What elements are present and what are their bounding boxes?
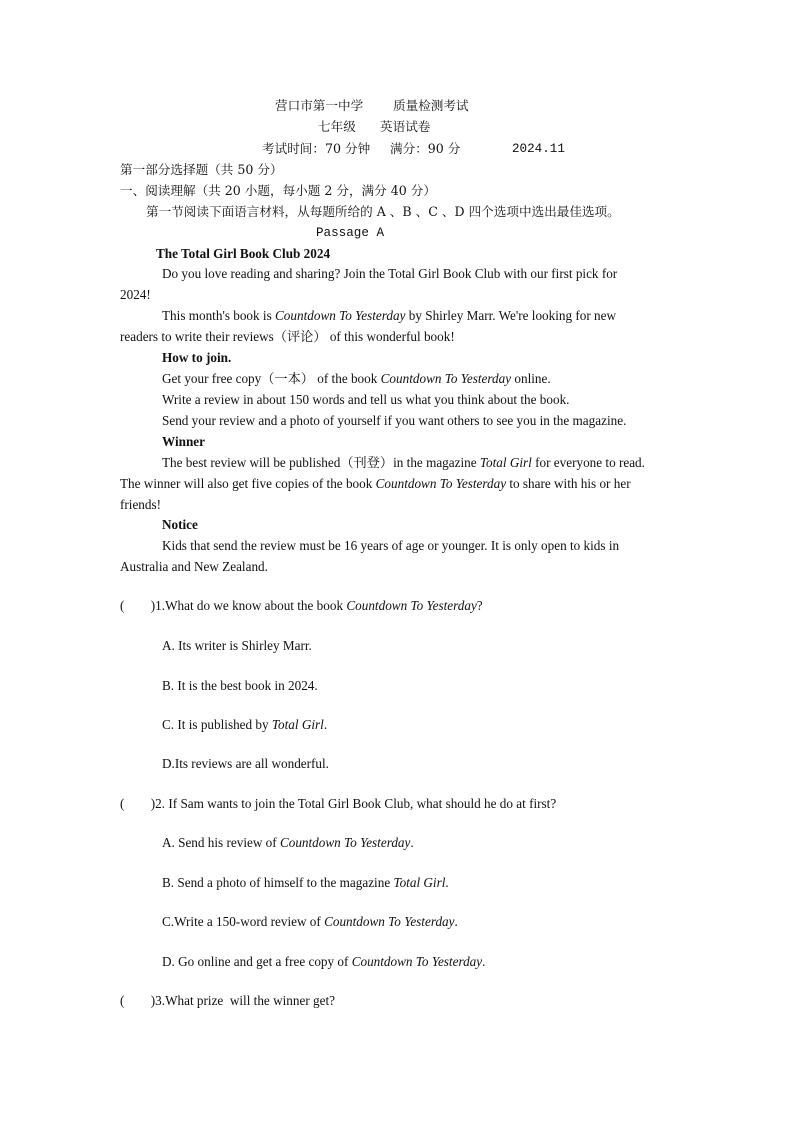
q1-option-a [162,638,312,654]
option-text: C.Write a 150-word review of [162,914,325,929]
text-run: . [454,914,458,929]
text-run: . [323,717,328,732]
how-to-join-heading: How to join. [162,350,232,365]
question-stem: 2. If Sam wants to join the Total Girl Book Club, what should he do at first? [155,796,557,811]
book-title: Countdown To Yesterday [346,598,477,613]
option-text: D.Its reviews are all wonderful. [162,756,329,771]
text-run: by Shirley Marr. We're looking for new [405,308,617,323]
option-text: B. Send a photo of himself to the magazine [162,875,394,890]
magazine-title: Total Girl [479,455,532,470]
grade-label: 七年级 [318,119,356,134]
option-text: A. Send his review of [162,835,280,850]
text-run: The best review will be published（刊登）in the magazine [162,455,480,470]
notice-line-1: Kids that send the review must be 16 years of age or younger. It is only open to kids in [162,538,620,553]
option-text: B. It is the best book in 2024. [162,678,318,693]
option-text: C. It is published by [162,717,272,732]
question-3 [120,993,335,1009]
q1-option-d [162,756,329,772]
text-run: online. [511,371,551,386]
text-run: for everyone to read. [531,455,645,470]
school-name: 营口市第一中学 [275,98,364,113]
answer-blank[interactable]: ( ) [120,993,156,1008]
how-to-join-step-3: Send your review and a photo of yourself if you want others to see you in the magazine. [162,413,627,428]
book-title: Countdown To Yesterday [351,954,483,969]
exam-date: 2024.11 [512,142,565,156]
part1-heading: 第一部分选择题（共 50 分） [120,162,283,177]
paragraph-2-line-1 [162,308,616,324]
notice-heading: Notice [162,517,198,532]
instruction-text: 第一节阅读下面语言材料，从每题所给的 A 、B 、C 、D 四个选项中选出最佳选项。 [146,204,620,219]
book-title: Countdown To Yesterday [324,914,455,929]
subject-label: 英语试卷 [380,119,431,134]
text-run: This month's book is [162,308,276,323]
how-to-join-step-1 [162,371,551,387]
winner-line-2 [120,476,631,492]
option-text: A. Its writer is Shirley Marr. [162,638,312,653]
winner-line-3: friends! [120,497,162,512]
text-run: . [482,954,486,969]
text-run: . [410,835,414,850]
option-text: D. Go online and get a free copy of [162,954,352,969]
paragraph-2-line-2: readers to write their reviews（评论） of this wonderful book! [120,329,455,344]
q2-option-c [162,914,458,930]
book-title: Countdown To Yesterday [275,308,406,323]
question-stem: 3.What prize will the winner get? [155,993,335,1008]
question-2 [120,796,556,812]
text-run: ? [476,598,483,613]
score-info: 满分：90 分 [390,141,461,156]
passage-label: Passage A [316,226,385,240]
book-title: Countdown To Yesterday [380,371,512,386]
time-info: 考试时间：70 分钟 [262,141,371,156]
answer-blank[interactable]: ( ) [120,796,156,811]
text-run: to share with his or her [506,476,631,491]
question-1 [120,598,483,614]
text-run: Get your free copy（一本） of the book [162,371,381,386]
question-stem: 1.What do we know about the book [155,598,347,613]
passage-title: The Total Girl Book Club 2024 [156,246,331,261]
book-title: Countdown To Yesterday [375,476,507,491]
book-title: Countdown To Yesterday [279,835,411,850]
q2-option-b [162,875,449,891]
q1-option-b [162,678,318,694]
text-run: . [445,875,449,890]
exam-name: 质量检测考试 [393,98,469,113]
answer-blank[interactable]: ( ) [120,598,156,613]
notice-line-2: Australia and New Zealand. [120,559,268,574]
how-to-join-step-2: Write a review in about 150 words and tell us what you think about the book. [162,392,570,407]
winner-line-1 [162,455,645,471]
paragraph-1-line-1: Do you love reading and sharing? Join the Total Girl Book Club with our first pick for [162,266,618,281]
magazine-title: Total Girl [393,875,446,890]
winner-heading: Winner [162,434,205,449]
reading-heading: 一、阅读理解（共 20 小题，每小题 2 分，满分 40 分） [120,183,436,198]
q1-option-c [162,717,327,733]
q2-option-d [162,954,485,970]
magazine-title: Total Girl [271,717,324,732]
q2-option-a [162,835,414,851]
paragraph-1-line-2: 2024! [120,287,151,302]
text-run: The winner will also get five copies of the book [120,476,376,491]
